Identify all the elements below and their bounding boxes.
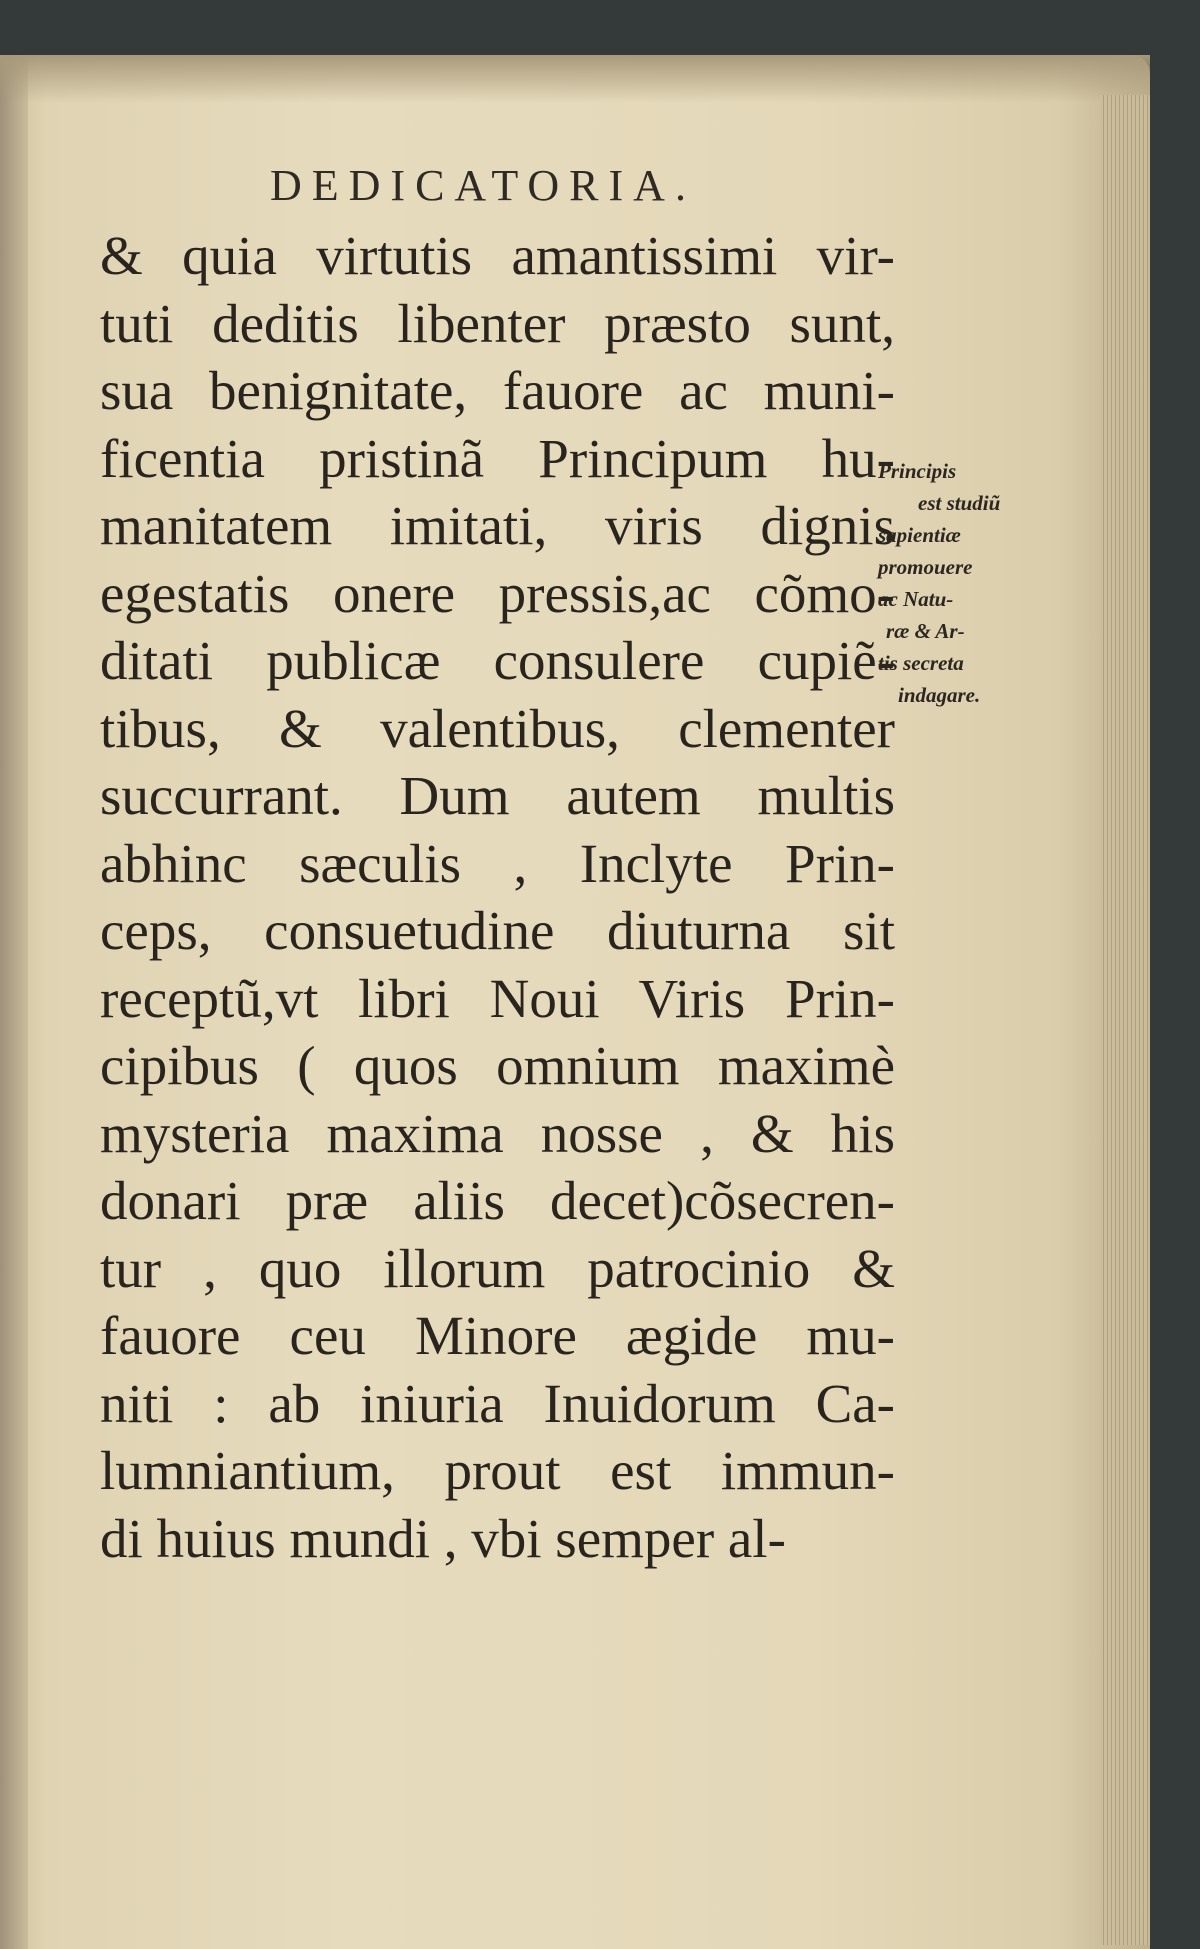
text-line: ficentia pristinã Principum hu- <box>100 427 895 489</box>
body-text <box>100 222 895 1572</box>
page-top-shadow <box>0 55 1150 103</box>
marginal-line: indagare. <box>898 683 981 707</box>
text-line: abhinc sæculis , Inclyte Prin- <box>100 832 895 894</box>
text-line: donari præ aliis decet)cõsecren- <box>100 1170 895 1231</box>
text-line: tur , quo illorum patrocinio & <box>100 1237 895 1299</box>
page-gutter <box>0 55 28 1949</box>
marginal-line: tis secreta <box>878 651 964 675</box>
marginal-line: ac Natu- <box>878 587 954 611</box>
marginal-line: sapientiæ <box>878 523 961 547</box>
text-line: sua benignitate, fauore ac muni- <box>100 360 895 421</box>
text-line: cipibus ( quos omnium maximè <box>100 1035 895 1096</box>
text-line: egestatis onere pressis,ac cõmo- <box>100 562 895 624</box>
text-line: niti : ab iniuria Inuidorum Ca- <box>100 1372 895 1434</box>
text-line: di huius mundi , vbi semper al- <box>100 1507 786 1569</box>
text-line: fauore ceu Minore ægide mu- <box>100 1305 895 1366</box>
marginal-line: ræ & Ar- <box>886 619 965 643</box>
text-line: tibus, & valentibus, clementer <box>100 697 895 759</box>
text-line: ceps, consuetudine diuturna sit <box>100 900 895 961</box>
marginal-line: Principis <box>878 459 957 483</box>
text-line: tuti deditis libenter præsto sunt, <box>100 292 895 354</box>
text-line: receptũ,vt libri Noui Viris Prin- <box>100 967 895 1029</box>
marginal-line: promouere <box>878 555 973 579</box>
text-line: manitatem imitati, viris dignis <box>100 495 895 556</box>
page-edges <box>1100 95 1150 1945</box>
text-line: ditati publicæ consulere cupiẽ- <box>100 630 895 691</box>
text-line: lumniantium, prout est immun- <box>100 1440 895 1501</box>
text-line: mysteria maxima nosse , & his <box>100 1102 895 1164</box>
text-line: & quia virtutis amantissimi vir- <box>100 225 895 286</box>
marginal-note <box>878 455 1040 711</box>
text-line: succurrant. Dum autem multis <box>100 765 895 826</box>
running-header: DEDICATORIA. <box>270 161 696 210</box>
marginal-line: est studiũ <box>918 491 1001 515</box>
